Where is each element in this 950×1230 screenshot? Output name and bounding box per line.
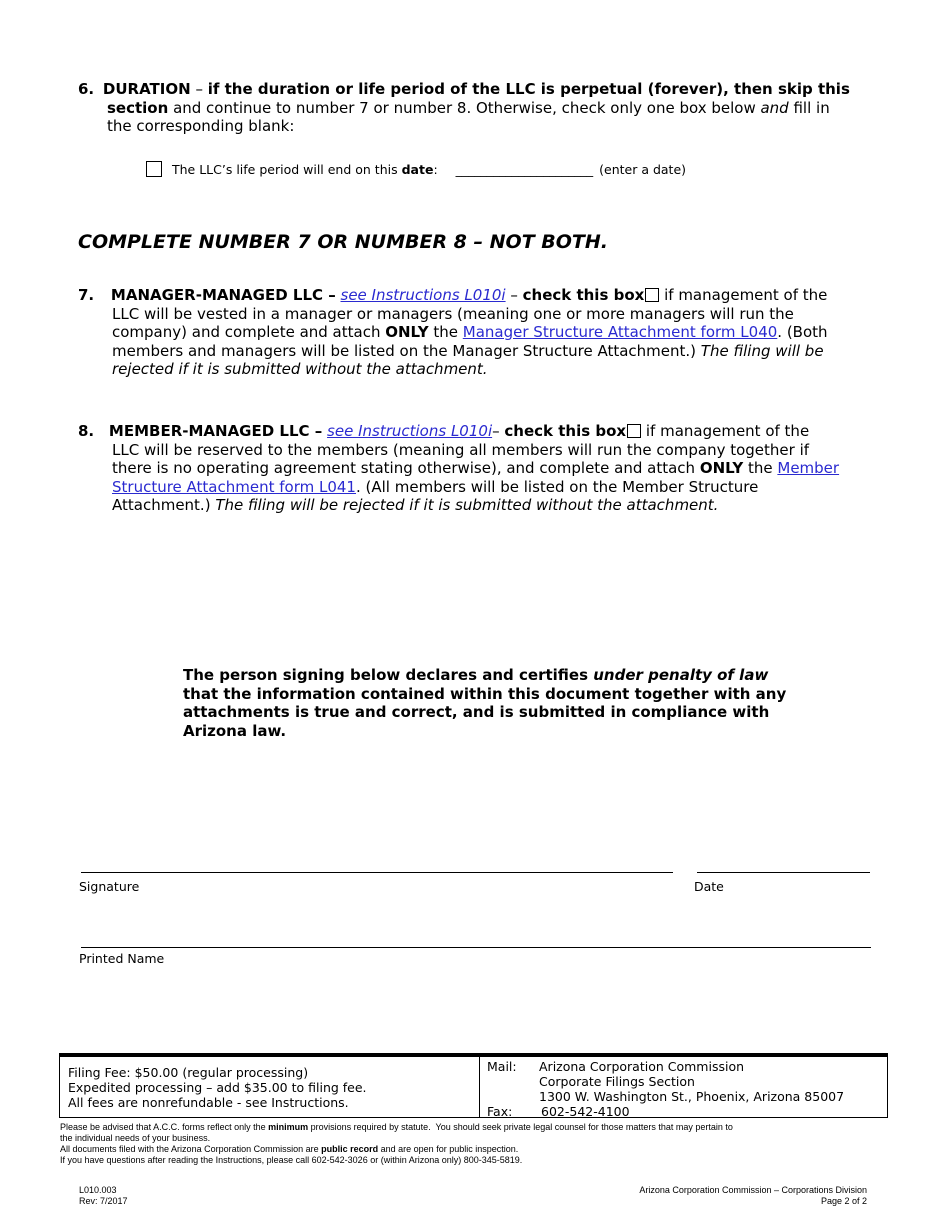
manager-text-line: LLC will be vested in a manager or managers (meaning one or more managers will run the bbox=[112, 304, 794, 323]
revision-date: Rev: 7/2017 bbox=[79, 1196, 128, 1206]
section-number: 6. bbox=[78, 80, 95, 98]
fill-in-text: fill in bbox=[788, 98, 830, 117]
rejection-warning-cont: rejected if it is submitted without the attachment. bbox=[112, 360, 488, 378]
filing-fees bbox=[68, 1065, 367, 1110]
filing-fee: Filing Fee: $50.00 (regular processing) bbox=[68, 1065, 309, 1080]
both-text: . (Both bbox=[777, 323, 828, 341]
declaration-line-2: that the information contained within this document together with any bbox=[183, 684, 787, 703]
life-period-checkbox[interactable] bbox=[146, 161, 162, 177]
notice-line-2: the individual needs of your business. bbox=[60, 1133, 211, 1143]
listed-text: members and managers will be listed on the Manager Structure Attachment.) bbox=[112, 341, 701, 360]
expedited-fee: Expedited processing – add $35.00 to filing fee. bbox=[68, 1080, 367, 1095]
form-id: L010.003 bbox=[79, 1185, 117, 1195]
member-structure-form-link-cont[interactable]: Structure Attachment form L041 bbox=[112, 477, 356, 496]
legal-notice bbox=[60, 1122, 890, 1166]
section-7-manager-managed bbox=[78, 286, 908, 379]
section-number: 8. bbox=[78, 422, 95, 440]
only-word: ONLY bbox=[699, 459, 744, 477]
member-managed-checkbox[interactable] bbox=[627, 424, 641, 438]
fax-number: 602-542-4100 bbox=[541, 1104, 630, 1119]
section-number: 7. bbox=[78, 286, 95, 304]
dash: – bbox=[505, 286, 523, 304]
printed-name-label: Printed Name bbox=[79, 951, 165, 966]
attach-text: company) and complete and attach bbox=[112, 323, 386, 341]
box-divider bbox=[479, 1057, 480, 1117]
management-text: if management of the bbox=[641, 422, 810, 440]
contact-phone-line: If you have questions after reading the Instructions, please call 602-542-3026 or (within Arizona only) 800-345-5819. bbox=[60, 1155, 523, 1165]
division-name: Arizona Corporation Commission – Corporations Division bbox=[639, 1185, 867, 1195]
filings-section: Corporate Filings Section bbox=[539, 1074, 695, 1089]
mail-info bbox=[487, 1059, 844, 1119]
end-date-blank[interactable]: ______________________ bbox=[455, 162, 594, 177]
duration-instruction: if the duration or life period of the LLC is perpetual (forever), then skip this bbox=[207, 80, 850, 98]
complete-heading: COMPLETE NUMBER 7 OR NUMBER 8 – NOT BOTH. bbox=[78, 231, 608, 253]
member-text-line: LLC will be reserved to the members (meaning all members will run the company together if bbox=[112, 440, 810, 459]
dash: – bbox=[492, 422, 505, 440]
signature-line[interactable] bbox=[81, 872, 673, 873]
check-label: check this box bbox=[522, 286, 645, 304]
notice-text: Please be advised that A.C.C. forms reflect only the bbox=[60, 1122, 269, 1132]
declaration-line-1: The person signing below declares and certifies bbox=[183, 666, 594, 684]
mail-address: 1300 W. Washington St., Phoenix, Arizona 85007 bbox=[539, 1089, 845, 1104]
date-label: Date bbox=[694, 879, 724, 894]
declaration-line-4: Arizona law. bbox=[183, 721, 287, 740]
fees-and-mail-box bbox=[59, 1053, 888, 1118]
penalty-of-law: under penalty of law bbox=[593, 666, 769, 684]
division-block bbox=[639, 1185, 867, 1207]
minimum-word: minimum bbox=[268, 1122, 309, 1132]
fax-label: Fax: bbox=[487, 1104, 513, 1119]
declaration bbox=[183, 666, 786, 740]
attach-text: there is no operating agreement stating otherwise), and complete and attach bbox=[112, 459, 700, 477]
duration-text: and continue to number 7 or number 8. Otherwise, check only one box below bbox=[168, 98, 761, 117]
public-record-text-cont: and are open for public inspection. bbox=[378, 1144, 519, 1154]
enter-date-hint: (enter a date) bbox=[599, 162, 687, 177]
check-label: check this box bbox=[504, 422, 627, 440]
form-id-block bbox=[79, 1185, 128, 1207]
instructions-link[interactable]: see Instructions L010i bbox=[340, 286, 506, 304]
only-word: ONLY bbox=[385, 323, 429, 341]
dash: – bbox=[190, 80, 208, 98]
the-word: the bbox=[743, 459, 778, 477]
notice-text-cont: provisions required by statute. You should seek private legal counsel for those matters that may pertain to bbox=[308, 1122, 733, 1132]
declaration-line-3: attachments is true and correct, and is submitted in compliance with bbox=[183, 703, 770, 721]
page-number: Page 2 of 2 bbox=[820, 1196, 867, 1206]
nonrefundable-note: All fees are nonrefundable - see Instructions. bbox=[68, 1095, 349, 1110]
date-line[interactable] bbox=[697, 872, 870, 873]
rejection-warning: The filing will be bbox=[700, 341, 824, 360]
instructions-link[interactable]: see Instructions L010i bbox=[327, 422, 493, 440]
manager-managed-checkbox[interactable] bbox=[645, 288, 659, 302]
life-period-option bbox=[146, 161, 686, 177]
mail-label: Mail: bbox=[487, 1059, 517, 1074]
section-8-member-managed bbox=[78, 422, 908, 515]
the-word: the bbox=[428, 323, 463, 341]
manager-structure-form-link[interactable]: Manager Structure Attachment form L040 bbox=[462, 323, 778, 341]
printed-name-line[interactable] bbox=[81, 947, 871, 948]
member-structure-form-link[interactable]: Member bbox=[777, 459, 840, 477]
commission-name: Arizona Corporation Commission bbox=[539, 1059, 745, 1074]
section-title: MEMBER-MANAGED LLC – bbox=[108, 422, 323, 440]
attachment-word: Attachment.) bbox=[112, 496, 216, 514]
section-word: section bbox=[107, 98, 169, 117]
public-record-text: All documents filed with the Arizona Corporation Commission are bbox=[60, 1144, 322, 1154]
section-6-duration bbox=[78, 80, 908, 136]
corresponding-blank-text: the corresponding blank: bbox=[107, 117, 295, 135]
and-word: and bbox=[760, 98, 789, 117]
listed-text: . (All members will be listed on the Member Structure bbox=[355, 477, 759, 496]
date-word: date bbox=[401, 162, 434, 177]
section-title: MANAGER-MANAGED LLC – bbox=[110, 286, 336, 304]
signature-label: Signature bbox=[79, 879, 140, 894]
colon: : bbox=[433, 162, 438, 177]
rejection-warning: The filing will be rejected if it is submitted without the attachment. bbox=[215, 496, 719, 514]
management-text: if management of the bbox=[659, 286, 828, 304]
section-title: DURATION bbox=[102, 80, 191, 98]
public-record-word: public record bbox=[321, 1144, 379, 1154]
life-period-label: The LLC’s life period will end on this bbox=[171, 162, 402, 177]
